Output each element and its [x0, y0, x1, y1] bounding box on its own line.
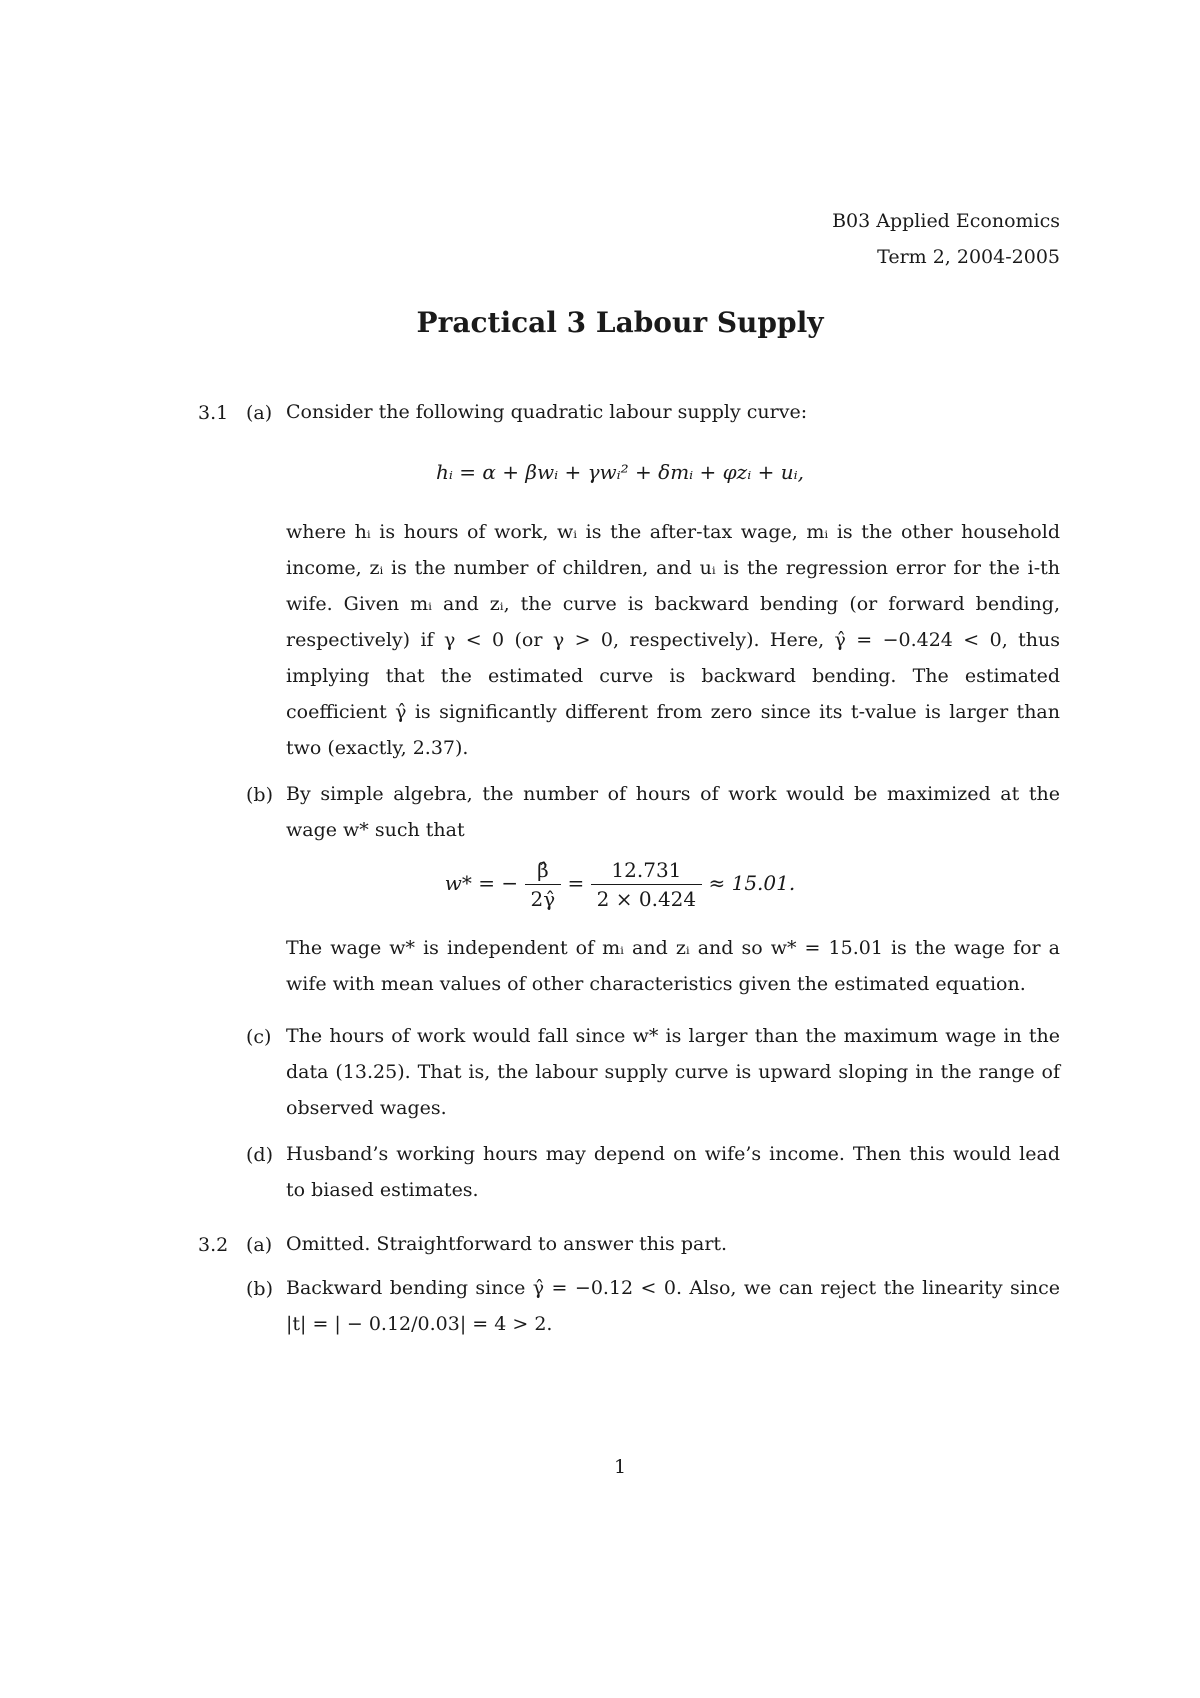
eq-equals: = — [567, 871, 585, 895]
max-wage-equation — [0, 858, 1200, 911]
part-label-3-2-a: (a) — [246, 1234, 273, 1256]
part-text-3-1-b-intro: By simple algebra, the number of hours of work would be maximized at the wage w* such that — [286, 783, 1060, 841]
page-title: Practical 3 Labour Supply — [416, 306, 824, 339]
part-label-3-2-b: (b) — [246, 1278, 273, 1300]
part-text-3-1-d: Husband’s working hours may depend on wife’s income. Then this would lead to biased estimates. — [286, 1143, 1060, 1201]
term-label: Term 2, 2004-2005 — [877, 246, 1060, 268]
eq-fraction-1-numerator: β̂ — [525, 858, 562, 885]
eq-fraction-2-numerator: 12.731 — [591, 858, 702, 885]
eq-rhs: ≈ 15.01. — [708, 871, 796, 895]
part-label-3-1-b: (b) — [246, 784, 273, 806]
question-number-3-2: 3.2 — [198, 1234, 229, 1256]
part-text-3-2-b: Backward bending since γ̂ = −0.12 < 0. Also, we can reject the linearity since |t| = | − 0.12/0.03| = 4 > 2. — [286, 1277, 1060, 1335]
part-label-3-1-d: (d) — [246, 1144, 273, 1166]
eq-fraction-1 — [525, 858, 562, 911]
part-text-3-1-a-body: where hᵢ is hours of work, wᵢ is the after-tax wage, mᵢ is the other household income, zᵢ is the number of children, and uᵢ is the regression error for the i-th wife. Given mᵢ and zᵢ, the curve is backward bending (or forward bending, respectively) if γ < 0 (or γ > 0, respectively). Here, γ̂ = −0.424 < 0, thus implying that the estimated curve is backward bending. The estimated coefficient γ̂ is significantly different from zero since its t-value is larger than two (exactly, 2.37). — [286, 521, 1060, 759]
eq-lhs: w* = − — [444, 871, 519, 895]
eq-fraction-2 — [591, 858, 702, 911]
part-label-3-1-a: (a) — [246, 402, 273, 424]
part-label-3-1-c: (c) — [246, 1026, 272, 1048]
eq-fraction-2-denominator: 2 × 0.424 — [596, 887, 697, 911]
part-text-3-2-a: Omitted. Straightforward to answer this part. — [286, 1233, 728, 1255]
part-text-3-1-c: The hours of work would fall since w* is larger than the maximum wage in the data (13.25). That is, the labour supply curve is upward sloping in the range of observed wages. — [286, 1025, 1060, 1119]
part-text-3-1-a-intro: Consider the following quadratic labour supply curve: — [286, 401, 808, 423]
eq-fraction-1-denominator: 2γ̂ — [530, 887, 556, 911]
course-name: B03 Applied Economics — [832, 210, 1060, 232]
page-number: 1 — [613, 1456, 627, 1478]
part-text-3-1-b-body: The wage w* is independent of mᵢ and zᵢ and so w* = 15.01 is the wage for a wife with mean values of other characteristics given the estimated equation. — [286, 937, 1060, 995]
labour-supply-equation: hᵢ = α + βwᵢ + γwᵢ² + δmᵢ + φzᵢ + uᵢ, — [436, 460, 804, 484]
question-number-3-1: 3.1 — [198, 402, 229, 424]
